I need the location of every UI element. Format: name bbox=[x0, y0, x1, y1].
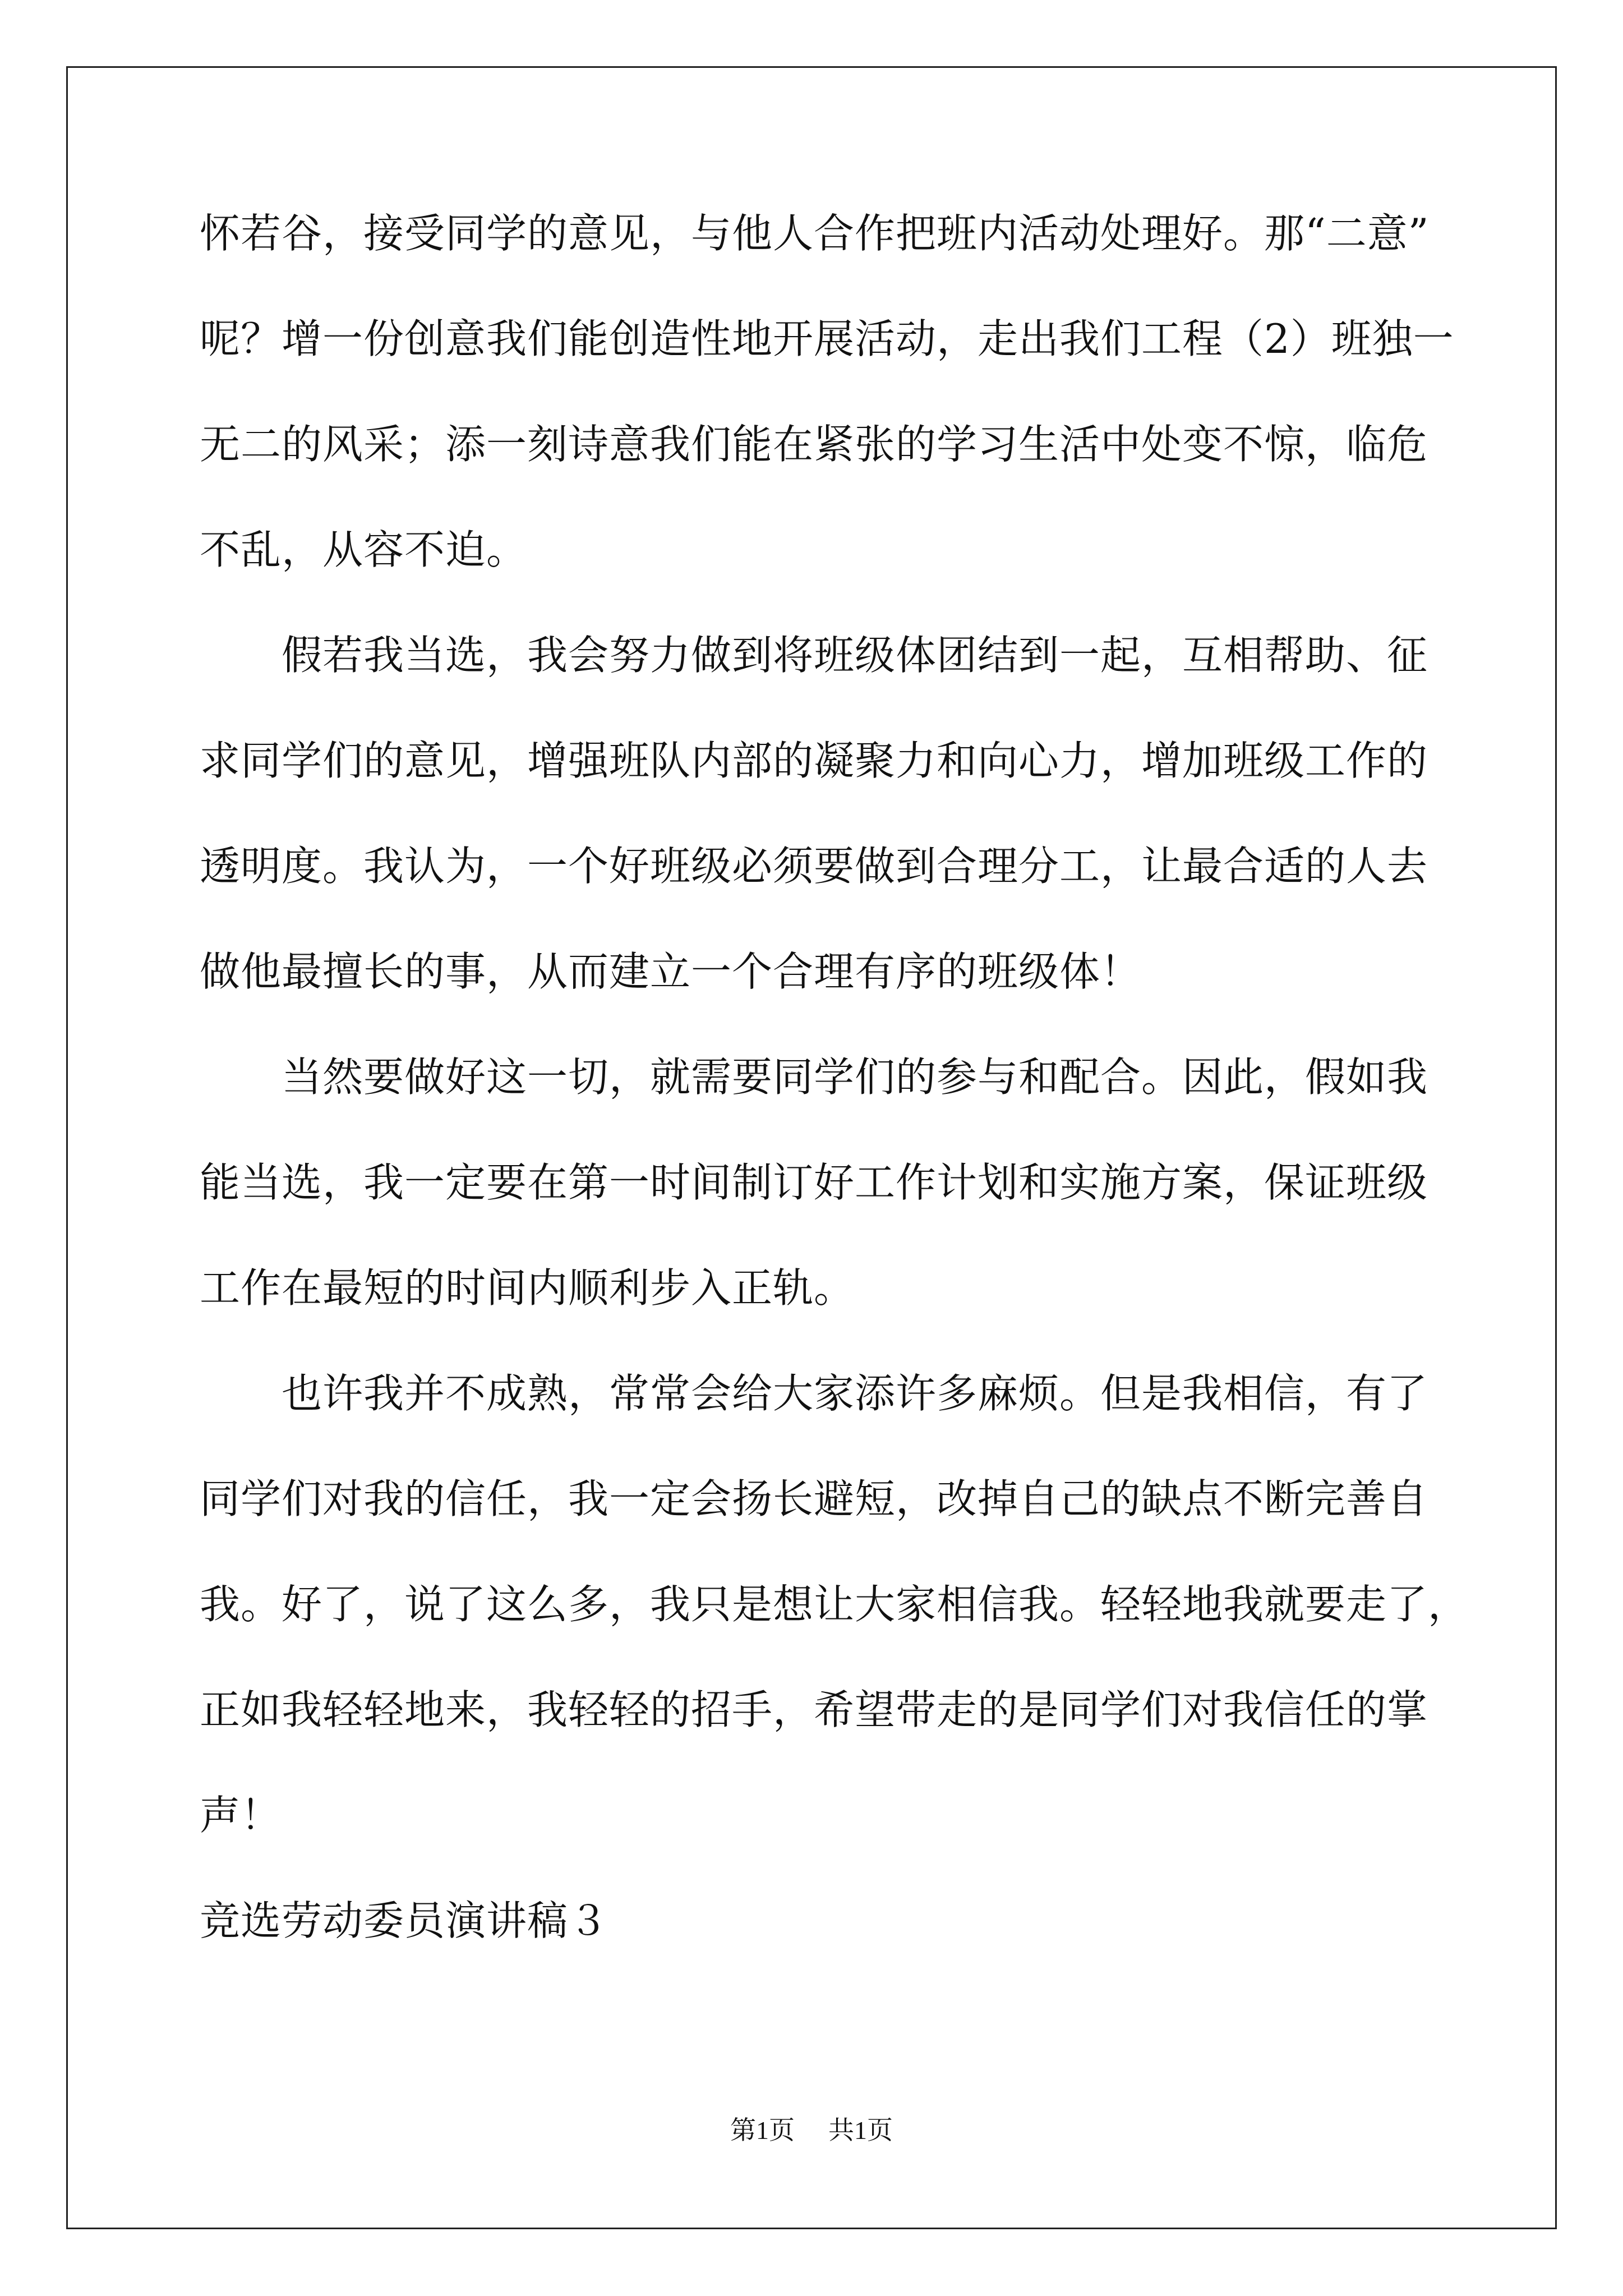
text-line: 透明度。我认为，一个好班级必须要做到合理分工，让最合适的人去 bbox=[200, 843, 1428, 890]
text-line: 声！ bbox=[200, 1792, 282, 1839]
text-line: 求同学们的意见，增强班队内部的凝聚力和向心力，增加班级工作的 bbox=[200, 737, 1428, 784]
text-line: 同学们对我的信任，我一定会扬长避短，改掉自己的缺点不断完善自 bbox=[200, 1475, 1428, 1522]
section-heading: 竞选劳动委员演讲稿３ bbox=[200, 1897, 610, 1944]
text-line: 不乱，从容不迫。 bbox=[200, 526, 528, 573]
text-line: 能当选，我一定要在第一时间制订好工作计划和实施方案，保证班级 bbox=[200, 1159, 1428, 1206]
text-line: 我。好了，说了这么多，我只是想让大家相信我。轻轻地我就要走了， bbox=[200, 1581, 1469, 1628]
page-footer bbox=[0, 2114, 1623, 2147]
text-line: 无二的风采；添一刻诗意我们能在紧张的学习生活中处变不惊，临危 bbox=[200, 421, 1428, 468]
text-line: 正如我轻轻地来，我轻轻的招手，希望带走的是同学们对我信任的掌 bbox=[200, 1686, 1428, 1733]
text-line: 呢？增一份创意我们能创造性地开展活动，走出我们工程（2）班独一 bbox=[200, 315, 1454, 362]
text-line: 工作在最短的时间内顺利步入正轨。 bbox=[200, 1264, 855, 1312]
page-number: 第1页 bbox=[730, 2116, 795, 2145]
text-line: 做他最擅长的事，从而建立一个合理有序的班级体！ bbox=[200, 948, 1142, 995]
text-line: 怀若谷，接受同学的意见，与他人合作把班内活动处理好。那“二意” bbox=[200, 210, 1430, 257]
text-line: 假若我当选，我会努力做到将班级体团结到一起，互相帮助、征 bbox=[200, 632, 1428, 679]
text-line: 也许我并不成熟，常常会给大家添许多麻烦。但是我相信，有了 bbox=[200, 1370, 1428, 1417]
text-line: 当然要做好这一切，就需要同学们的参与和配合。因此，假如我 bbox=[200, 1053, 1428, 1101]
page-total: 共1页 bbox=[828, 2116, 893, 2145]
